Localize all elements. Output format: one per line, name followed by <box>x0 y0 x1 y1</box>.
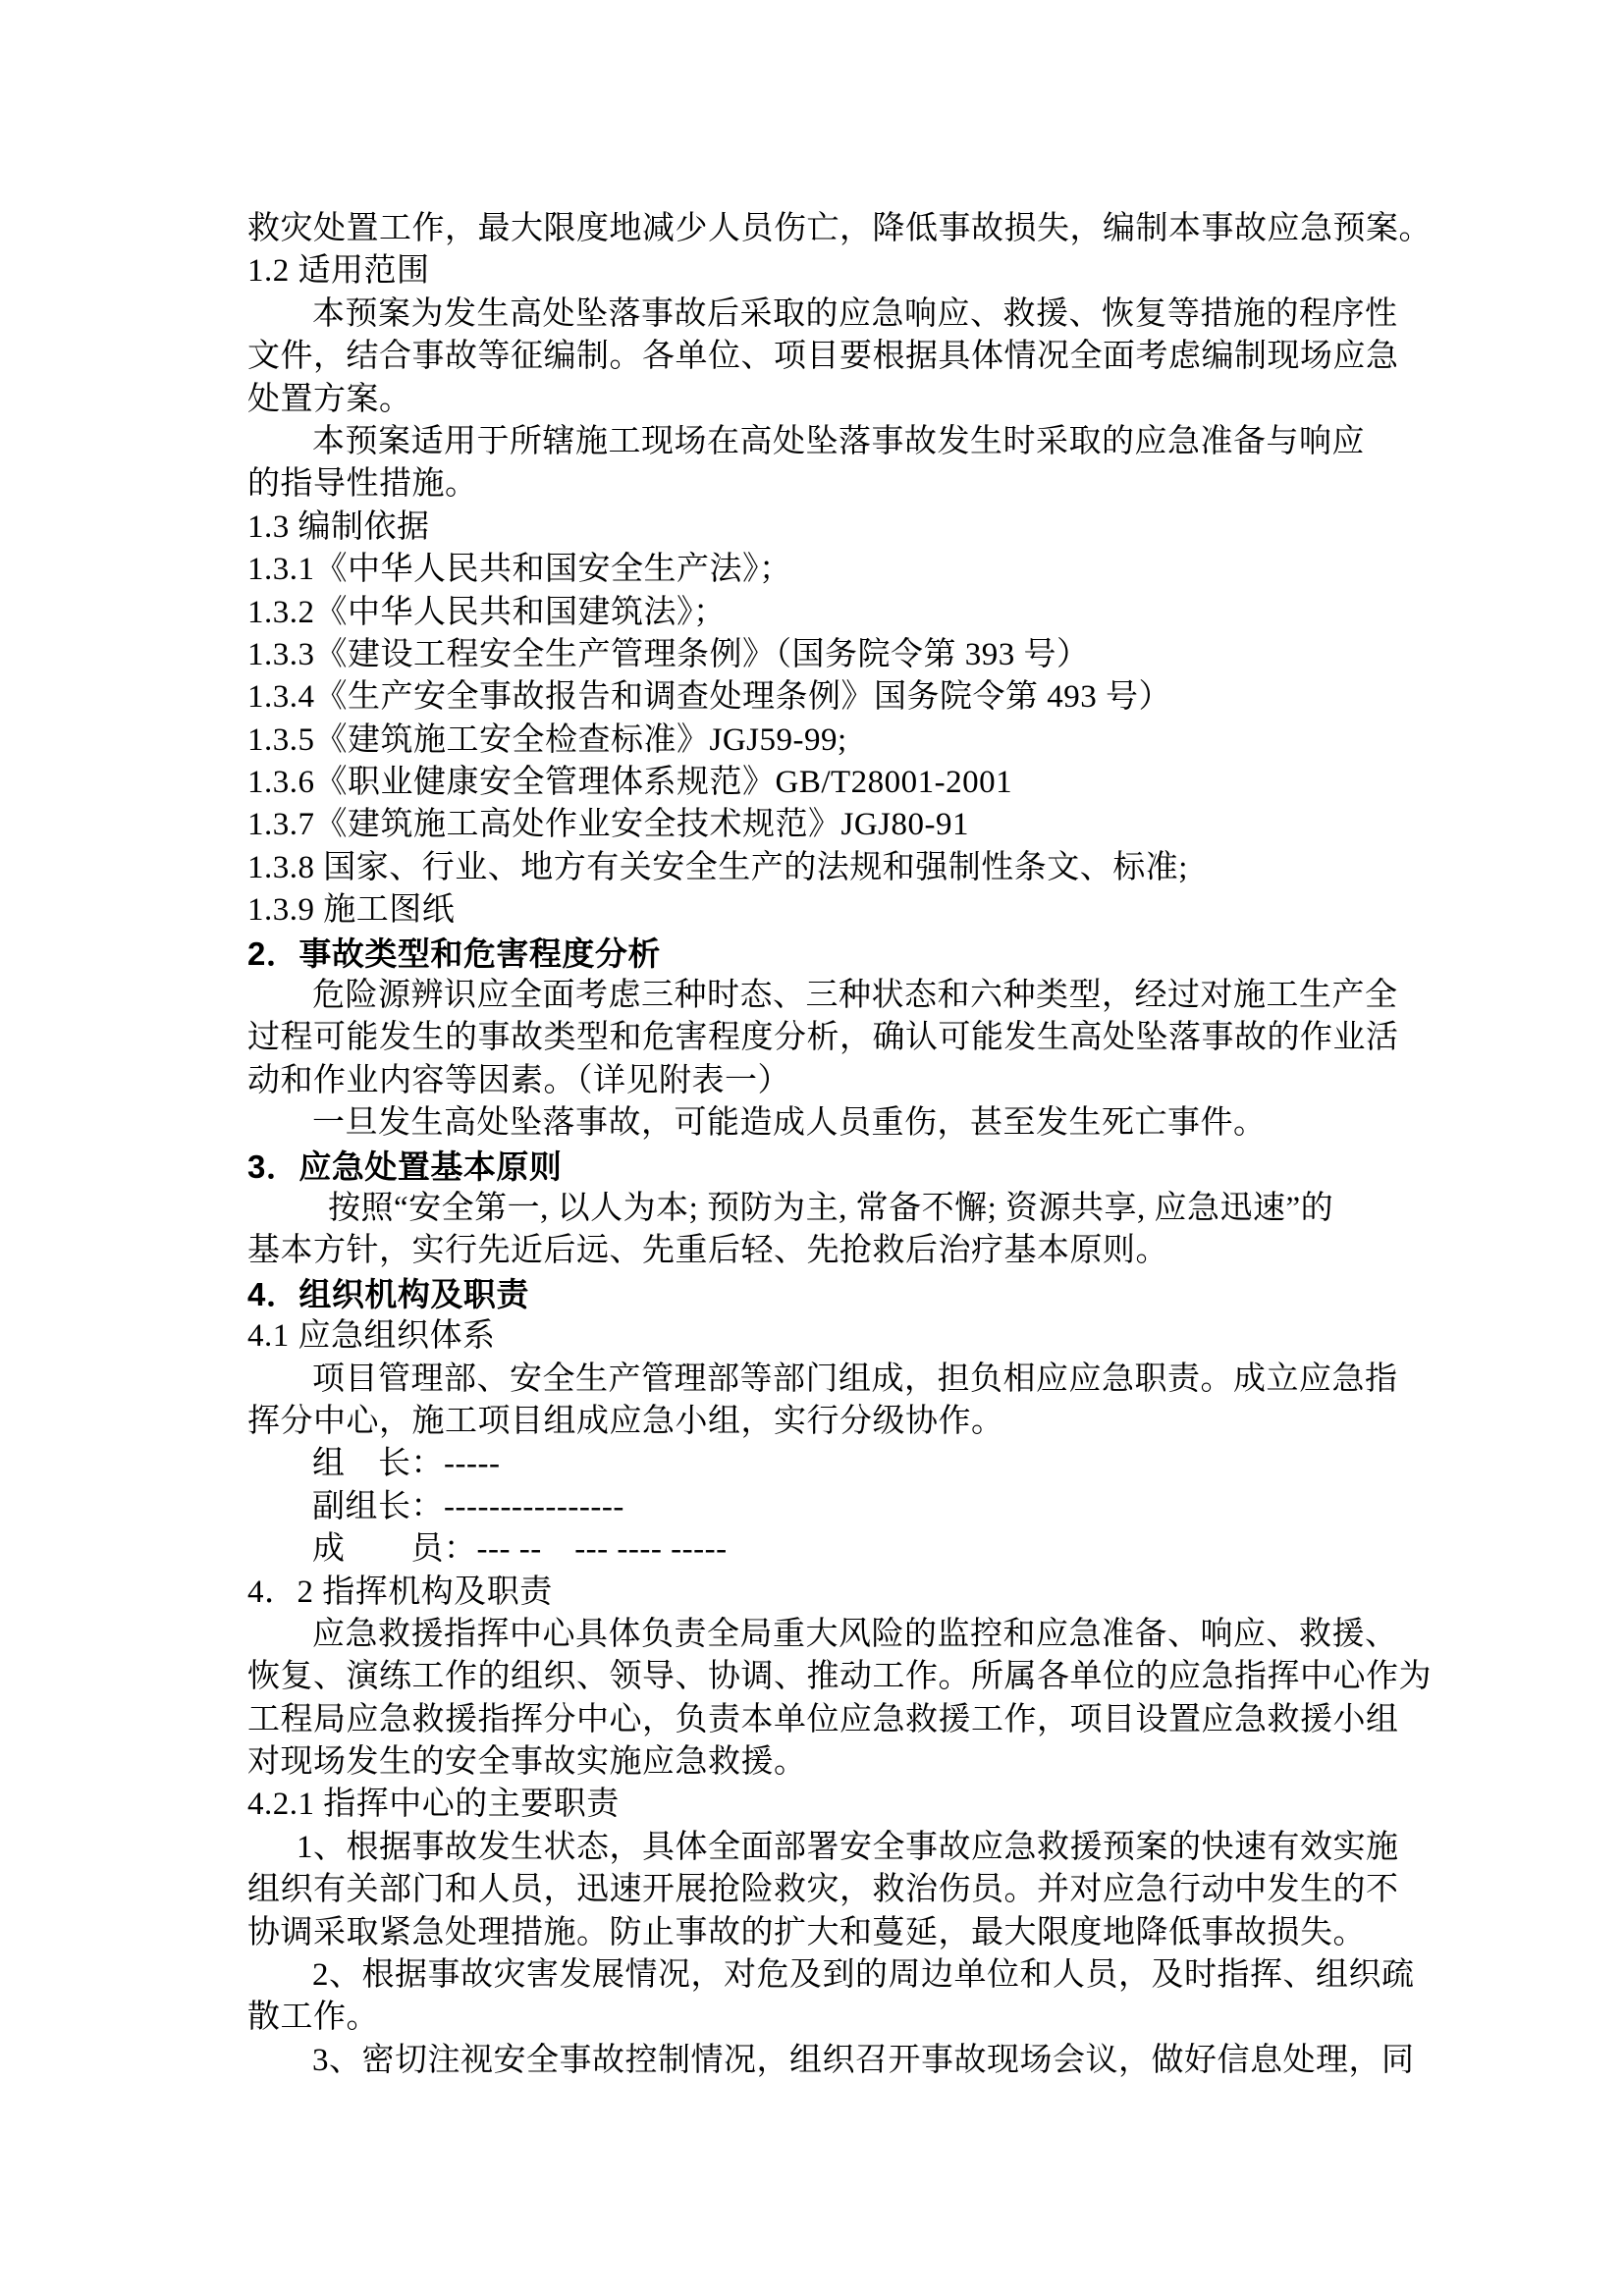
text-line: 1.3.7《建筑施工高处作业安全技术规范》JGJ80-91 <box>247 807 970 843</box>
text-line: 1.3.6《职业健康安全管理体系规范》GB/T28001-2001 <box>247 765 1013 801</box>
text-line: 2、根据事故灾害发展情况，对危及到的周边单位和人员，及时指挥、组织疏 <box>312 1957 1415 1994</box>
text-line: 1.3.2《中华人民共和国建筑法》； <box>247 594 727 630</box>
text-line: 1.3 编制依据 <box>247 508 430 545</box>
text-line: 的指导性措施。 <box>247 466 478 503</box>
text-line: 救灾处置工作，最大限度地减少人员伤亡，降低事故损失，编制本事故应急预案。 <box>247 211 1432 246</box>
text-line: 处置方案。 <box>247 381 412 417</box>
text-line: 应急救援指挥中心具体负责全局重大风险的监控和应急准备、响应、救援、 <box>312 1616 1398 1652</box>
text-line: 组织有关部门和人员，迅速开展抢险救灾，救治伤员。并对应急行动中发生的不 <box>247 1872 1399 1908</box>
text-line: 对现场发生的安全事故实施应急救援。 <box>247 1744 807 1781</box>
text-line: 1.3.9 施工图纸 <box>247 892 456 929</box>
text-line: 文件，结合事故等征编制。各单位、项目要根据具体情况全面考虑编制现场应急 <box>247 339 1399 375</box>
text-line: 本预案适用于所辖施工现场在高处坠落事故发生时采取的应急准备与响应 <box>312 423 1365 459</box>
text-line: 危险源辨识应全面考虑三种时态、三种状态和六种类型，经过对施工生产全 <box>312 978 1398 1014</box>
text-line: 项目管理部、安全生产管理部等部门组成，担负相应应急职责。成立应急指 <box>312 1361 1398 1397</box>
text-line: 一旦发生高处坠落事故，可能造成人员重伤，甚至发生死亡事件。 <box>312 1105 1267 1142</box>
text-line: 4．2 指挥机构及职责 <box>247 1574 553 1610</box>
text-line: 基本方针，实行先近后远、先重后轻、先抢救后治疗基本原则。 <box>247 1233 1168 1269</box>
text-line: 本预案为发生高处坠落事故后采取的应急响应、救援、恢复等措施的程序性 <box>312 295 1398 332</box>
text-line: 组 长：----- <box>312 1446 501 1482</box>
section-heading: 2．事故类型和危害程度分析 <box>247 934 661 972</box>
text-line: 1.3.8 国家、行业、地方有关安全生产的法规和强制性条文、标准; <box>247 849 1188 885</box>
text-line: 散工作。 <box>247 2000 379 2036</box>
text-line: 成 员：--- -- --- ---- ----- <box>312 1531 728 1568</box>
text-line: 4.2.1 指挥中心的主要职责 <box>247 1787 620 1823</box>
text-line: 动和作业内容等因素。（详见附表一） <box>247 1062 790 1098</box>
text-line: 1.3.3《建设工程安全生产管理条例》（国务院令第 393 号） <box>247 636 1090 672</box>
text-line: 恢复、演练工作的组织、领导、协调、推动工作。所属各单位的应急指挥中心作为 <box>247 1659 1432 1695</box>
document-content <box>247 208 1432 2082</box>
section-heading: 4．组织机构及职责 <box>247 1275 529 1312</box>
text-line: 挥分中心，施工项目组成应急小组，实行分级协作。 <box>247 1403 1004 1439</box>
section-heading: 3．应急处置基本原则 <box>247 1148 563 1185</box>
text-line: 副组长：---------------- <box>312 1488 624 1524</box>
text-line: 1.3.5《建筑施工安全检查标准》JGJ59-99; <box>247 721 847 758</box>
text-line: 1、根据事故发生状态，具体全面部署安全事故应急救援预案的快速有效实施 <box>297 1829 1399 1865</box>
text-line: 协调采取紧急处理措施。防止事故的扩大和蔓延，最大限度地降低事故损失。 <box>247 1914 1366 1950</box>
text-line: 1.3.4《生产安全事故报告和调查处理条例》国务院令第 493 号） <box>247 679 1171 716</box>
text-line: 4.1 应急组织体系 <box>247 1318 496 1355</box>
text-line: 3、密切注视安全事故控制情况，组织召开事故现场会议，做好信息处理，同 <box>312 2042 1415 2078</box>
text-line: 1.3.1《中华人民共和国安全生产法》； <box>247 552 792 588</box>
text-line: 工程局应急救援指挥分中心，负责本单位应急救援工作，项目设置应急救援小组 <box>247 1701 1399 1737</box>
text-line: 过程可能发生的事故类型和危害程度分析，确认可能发生高处坠落事故的作业活 <box>247 1020 1399 1056</box>
text-line: 1.2 适用范围 <box>247 253 430 290</box>
text-line: 按照“安全第一, 以人为本; 预防为主, 常备不懈; 资源共享, 应急迅速”的 <box>328 1190 1334 1226</box>
